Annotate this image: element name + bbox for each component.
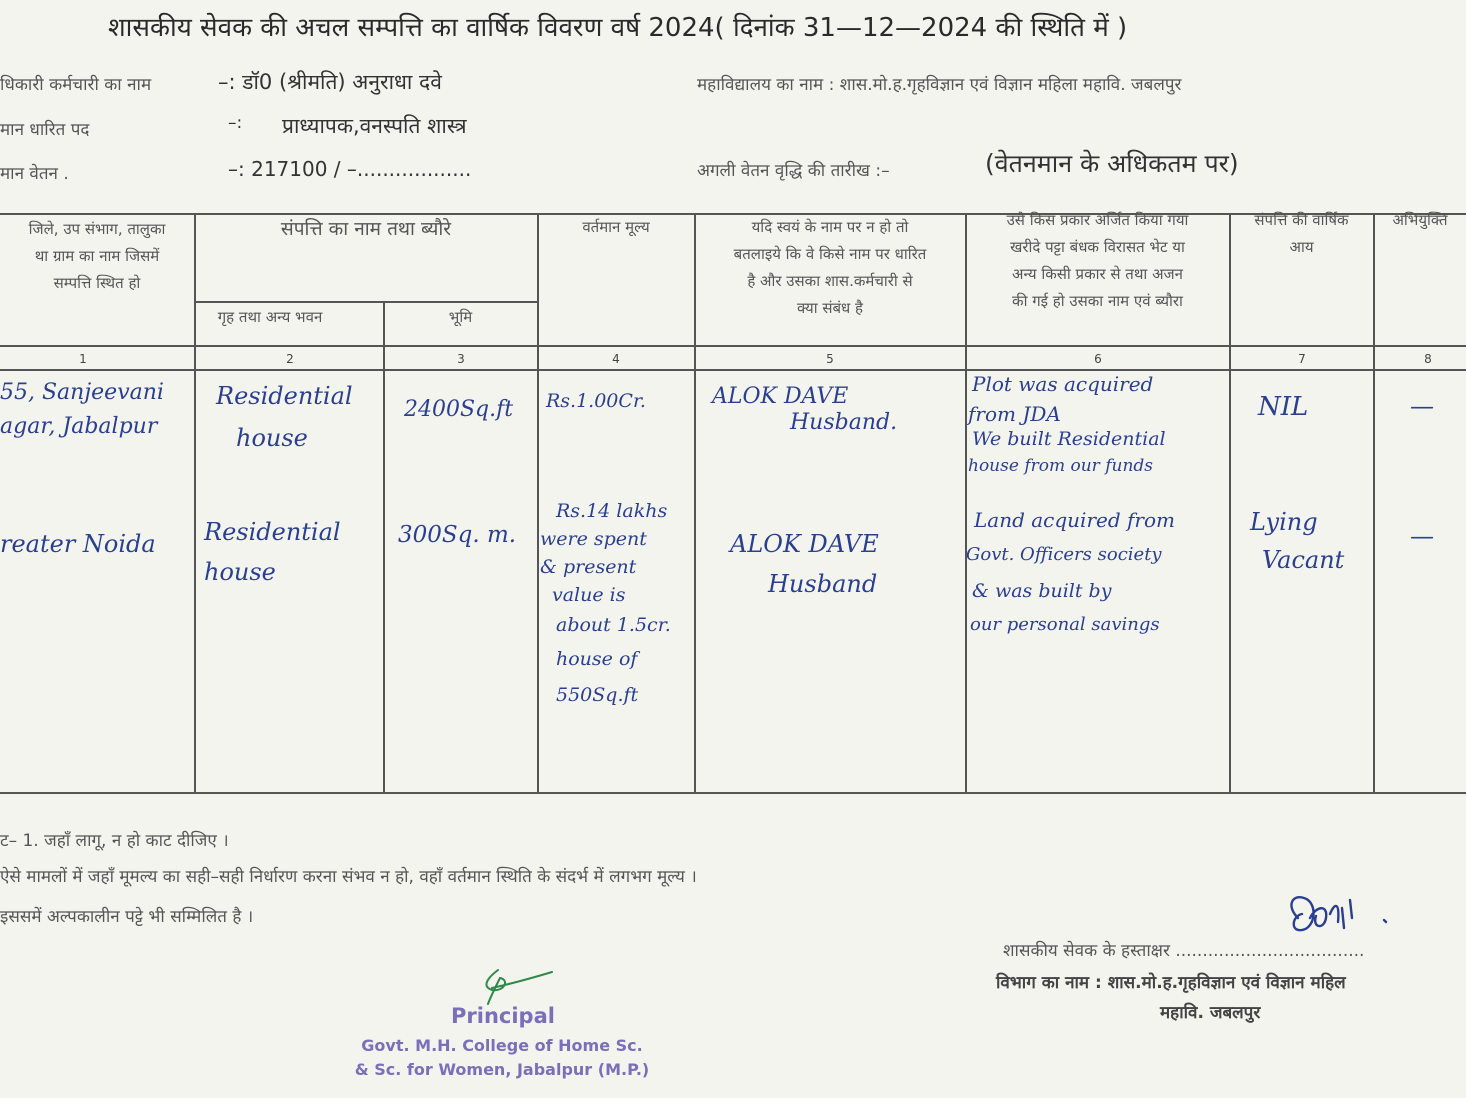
header-value: वर्तमान मूल्य — [582, 218, 650, 236]
header-remarks: अभियुक्ति — [1392, 211, 1448, 229]
header-holder: यदि स्वयं के नाम पर न हो तो बतलाइये कि वे किसे नाम पर धारित है और उसका शास.कर्मचारी से क्या संबंध है — [733, 218, 927, 317]
post-separator: –: — [228, 113, 243, 133]
increment-value: (वेतनमान के अधिकतम पर) — [985, 149, 1239, 178]
principal-signature-icon — [470, 962, 560, 1008]
column-number: 3 — [457, 352, 465, 366]
salary-label: मान वेतन . — [0, 164, 69, 184]
header-property-group: संपत्ति का नाम तथा ब्यौरे — [280, 218, 452, 240]
column-number: 4 — [612, 352, 620, 366]
post-value: प्राध्यापक,वनस्पति शास्त्र — [282, 114, 467, 138]
employee-name-label: धिकारी कर्मचारी का नाम — [0, 75, 152, 95]
increment-label: अगली वेतन वृद्धि की तारीख :– — [697, 161, 890, 181]
column-number: 8 — [1424, 352, 1432, 366]
department-city: महावि. जबलपुर — [1160, 1003, 1261, 1023]
column-number: 6 — [1094, 352, 1102, 366]
column-number: 5 — [826, 352, 834, 366]
college-label: महाविद्यालय का नाम : शास.मो.ह.गृहविज्ञान एवं विज्ञान महिला महावि. जबलपुर — [697, 75, 1182, 95]
signature-label: शासकीय सेवक के हस्ताक्षर ................................... — [1003, 941, 1365, 961]
salary-value: –: 217100 / –.................. — [228, 157, 472, 181]
employee-signature-icon — [1280, 888, 1410, 958]
note-3: इससमें अल्पकालीन पट्टे भी सम्मिलित है । — [0, 907, 254, 927]
header-location: जिले, उप संभाग, तालुका था ग्राम का नाम जिसमें सम्पत्ति स्थित हो — [28, 220, 166, 292]
page-title: शासकीय सेवक की अचल सम्पत्ति का वार्षिक विवरण वर्ष 2024( दिनांक 31—12—2024 की स्थिति में ) — [108, 13, 1128, 43]
header-building: गृह तथा अन्य भवन — [217, 308, 323, 326]
header-acquisition: उसे किस प्रकार अर्जित किया गया खरीदे पट्टा बंधक विरासत भेट या अन्य किसी प्रकार से तथा अजन की गई हो उसका नाम एवं ब्यौरा — [1006, 211, 1189, 310]
note-2: ऐसे मामलों में जहॉं मूमल्य का सही–सही निर्धारण करना संभव न हो, वहॉं वर्तमान स्थिति के संदर्भ में लगभग मूल्य । — [0, 867, 697, 887]
employee-name-value: –: डॉ0 (श्रीमति) अनुराधा दवे — [218, 70, 442, 94]
post-label: मान धारित पद — [0, 120, 90, 140]
note-1: ट– 1. जहॉं लागू, न हो काट दीजिए । — [0, 831, 229, 851]
column-number: 1 — [79, 352, 87, 366]
column-number: 2 — [286, 352, 294, 366]
column-number: 7 — [1298, 352, 1306, 366]
header-land: भूमि — [448, 308, 473, 326]
department-name: विभाग का नाम : शास.मो.ह.गृहविज्ञान एवं विज्ञान महिल — [996, 973, 1346, 993]
header-income: संपत्ति की वार्षिक आय — [1254, 211, 1349, 256]
